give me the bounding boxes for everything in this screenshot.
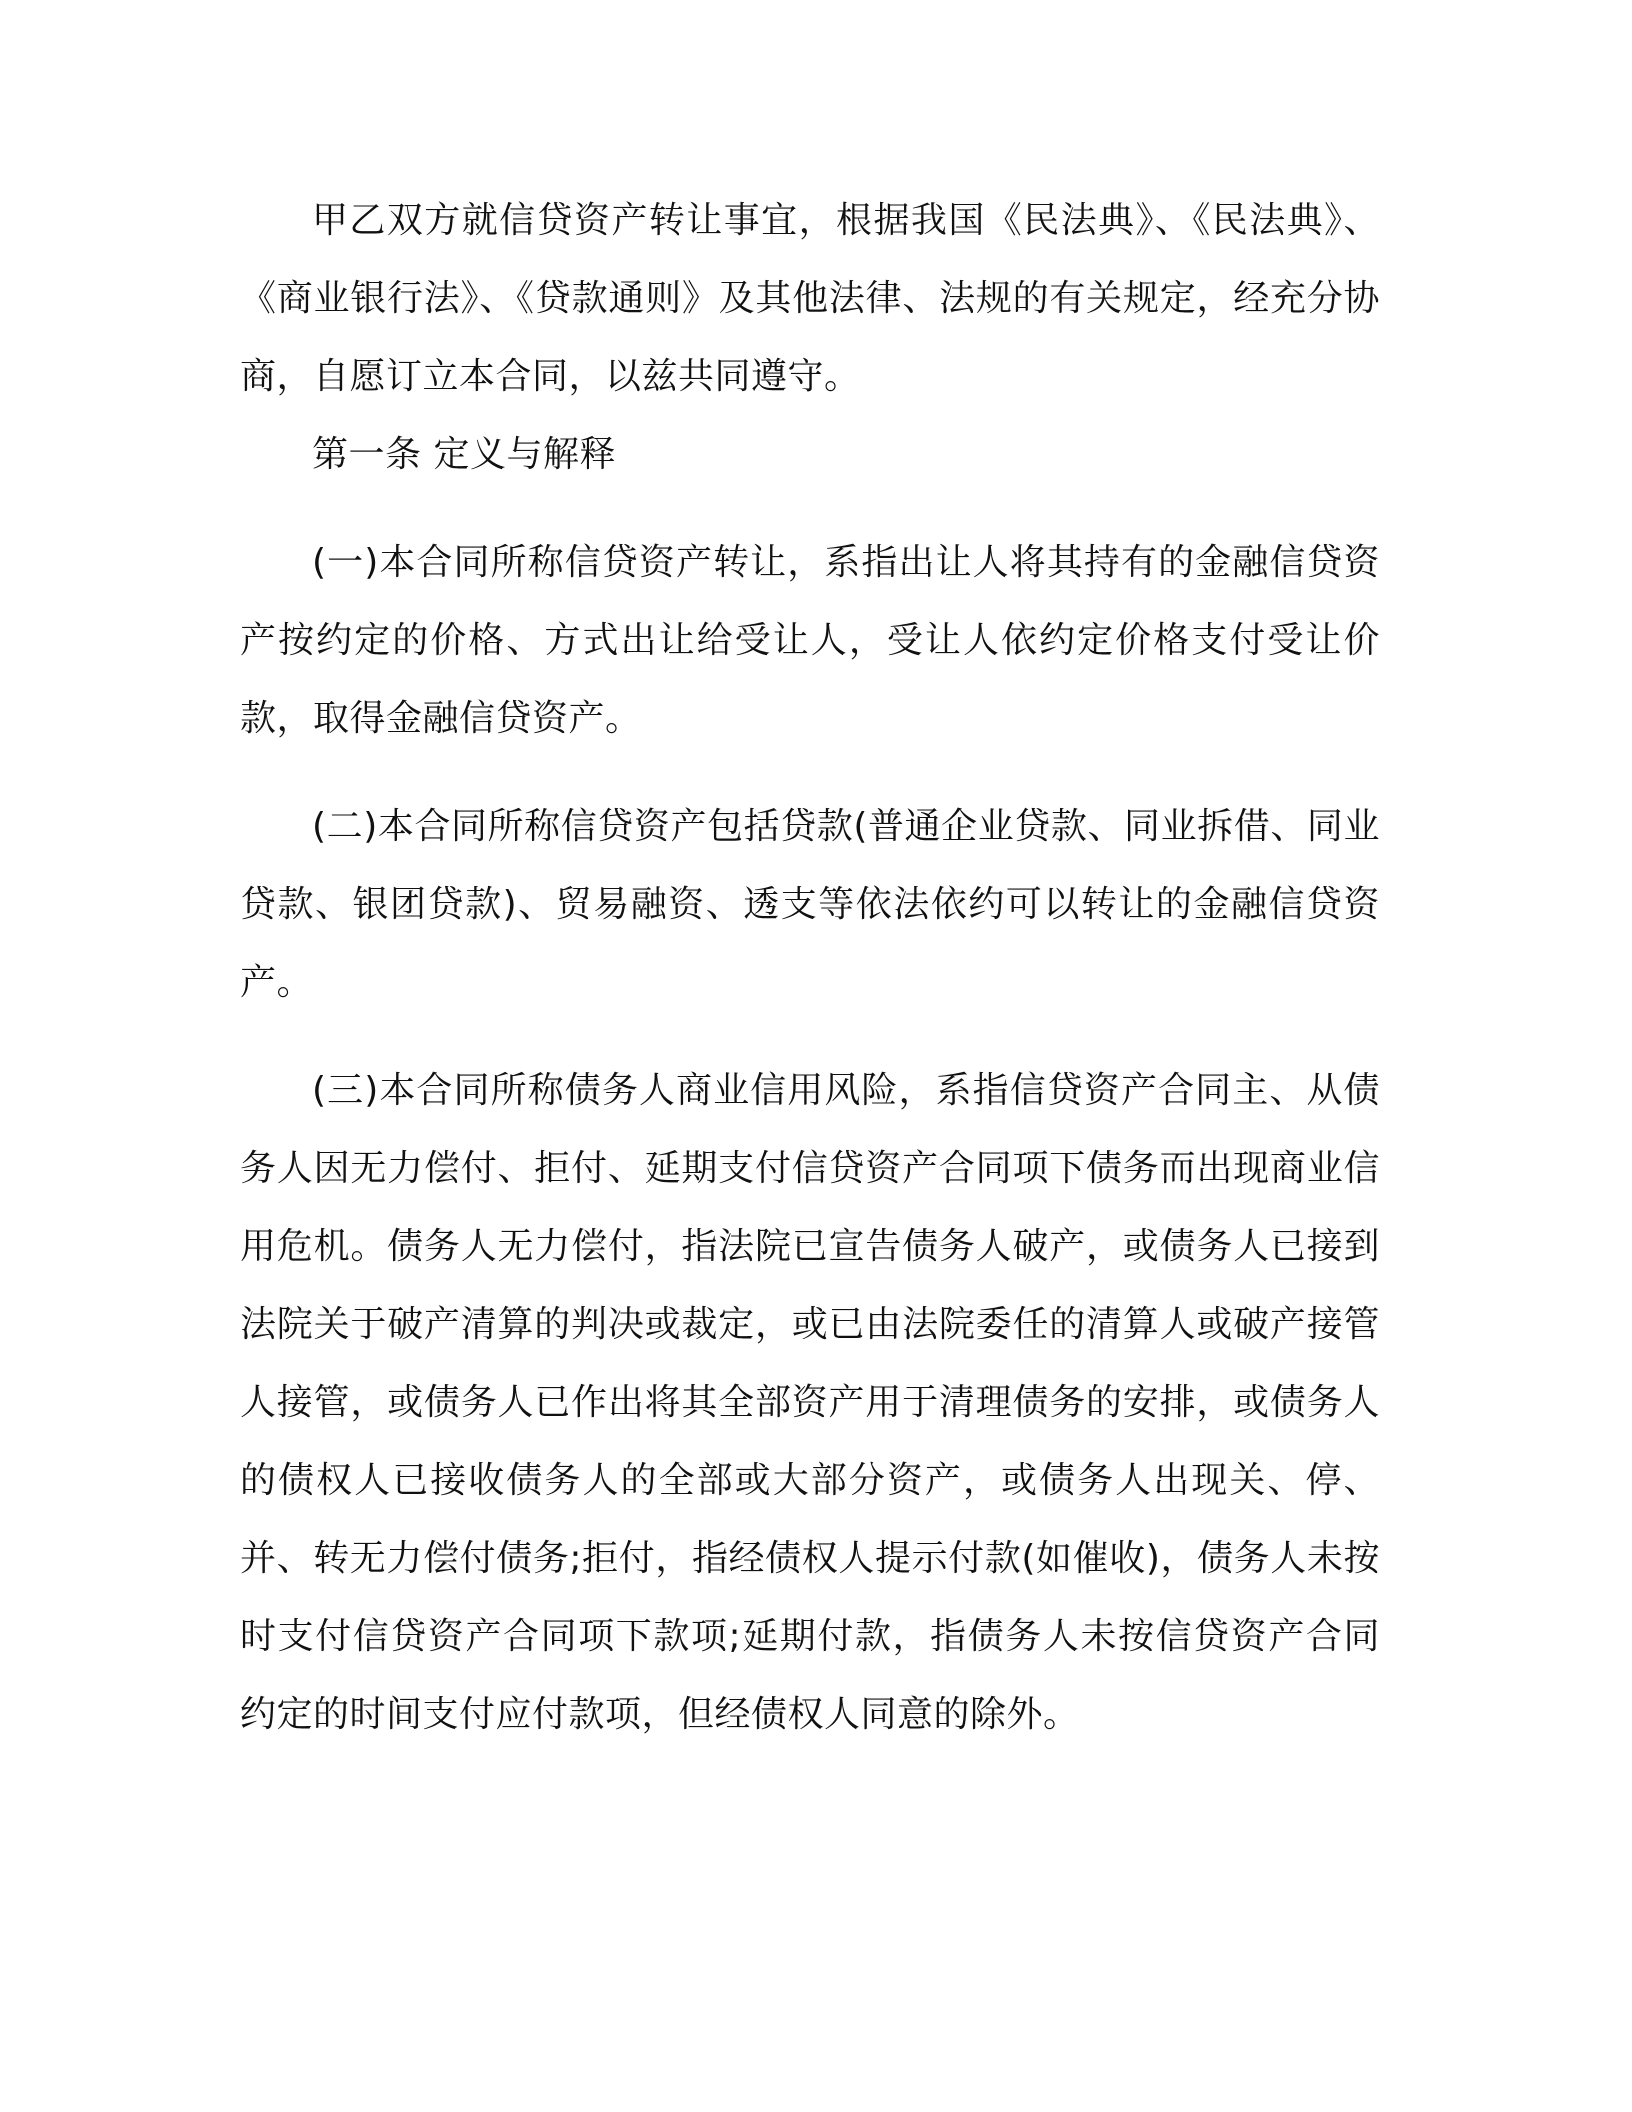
clause-2-paragraph: (二)本合同所称信贷资产包括贷款(普通企业贷款、同业拆借、同业贷款、银团贷款)、贸易融资、透支等依法依约可以转让的金融信贷资产。 <box>240 806 1380 1003</box>
article-heading: 第一条 定义与解释 <box>312 434 616 475</box>
clause-1-paragraph: (一)本合同所称信贷资产转让，系指出让人将其持有的金融信贷资产按约定的价格、方式出让给受让人，受让人依约定价格支付受让价款，取得金融信贷资产。 <box>240 542 1380 739</box>
clause-3-paragraph: (三)本合同所称债务人商业信用风险，系指信贷资产合同主、从债务人因无力偿付、拒付、延期支付信贷资产合同项下债务而出现商业信用危机。债务人无力偿付，指法院已宣告债务人破产，或债务人已接到法院关于破产清算的判决或裁定，或已由法院委任的清算人或破产接管人接管，或债务人已作出将其全部资产用于清理债务的安排，或债务人的债权人已接收债务人的全部或大部分资产，或债务人出现关、停、并、转无力偿付债务;拒付，指经债权人提示付款(如催收)，债务人未按时支付信贷资产合同项下款项;延期付款，指债务人未按信贷资产合同约定的时间支付应付款项，但经债权人同意的除外。 <box>240 1070 1380 1735</box>
intro-paragraph: 甲乙双方就信贷资产转让事宜，根据我国《民法典》、《民法典》、《商业银行法》、《贷款通则》及其他法律、法规的有关规定，经充分协商，自愿订立本合同，以兹共同遵守。 <box>240 200 1380 397</box>
document-body <box>240 182 1380 1754</box>
